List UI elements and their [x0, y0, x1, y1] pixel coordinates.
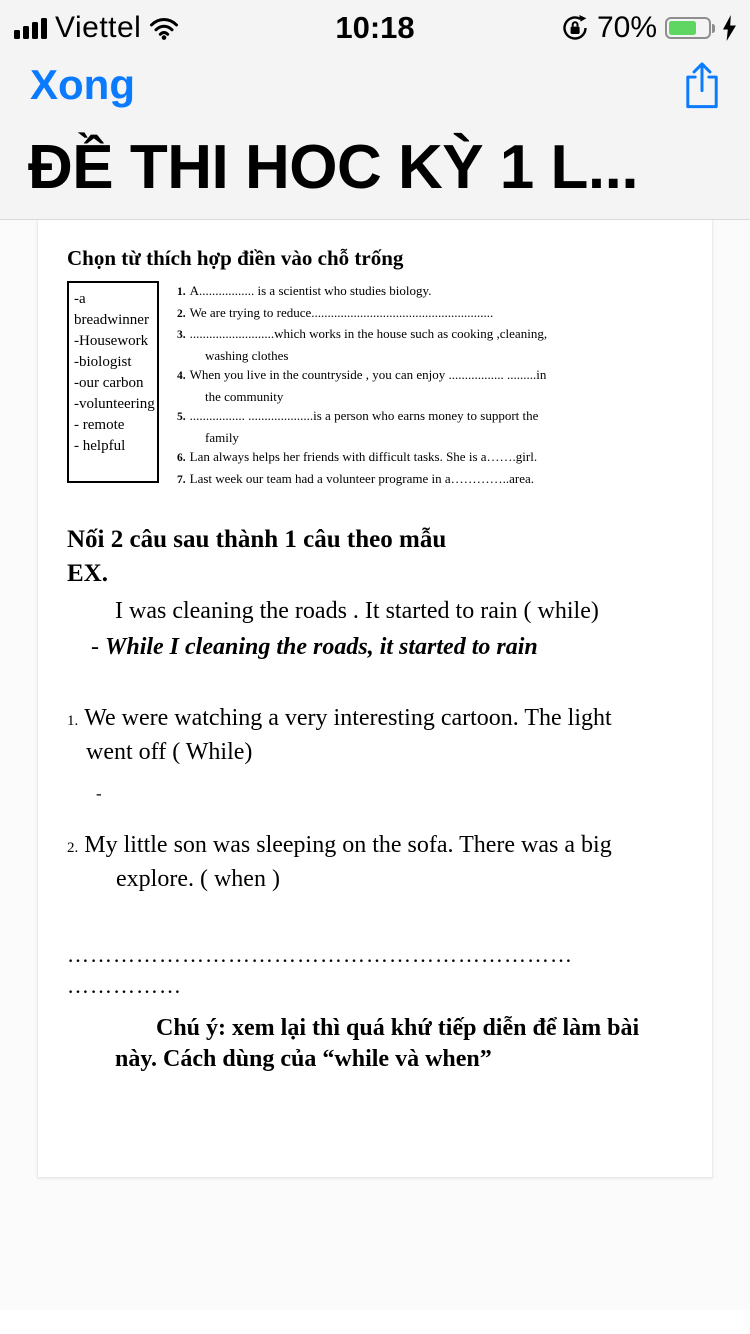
fill-section	[67, 281, 682, 490]
question-item: 6. Lan always helps her friends with difficult tasks. She is a…….girl.	[177, 449, 538, 465]
clock: 10:18	[335, 10, 415, 45]
example-label: EX.	[67, 560, 108, 588]
cellular-signal-icon	[14, 17, 47, 39]
header-chrome	[0, 0, 750, 220]
document-title: ĐỀ THI HOC KỲ 1 L...	[28, 133, 639, 202]
question-item: 5. ................. ....................is a person who earns money to support the family	[177, 408, 539, 445]
word-bank-item: - remote	[74, 417, 125, 434]
question-item: 1. A................. is a scientist who studies biology.	[177, 283, 432, 299]
charging-bolt-icon	[723, 15, 736, 41]
document-page	[37, 220, 713, 1178]
answer-dash: -	[96, 784, 102, 804]
question-item: 4. When you live in the countryside , you can enjoy ................. .........in the community	[177, 367, 547, 404]
done-button[interactable]: Xong	[30, 61, 135, 108]
word-bank-item: - helpful	[74, 438, 126, 455]
word-bank-box	[67, 281, 159, 483]
status-bar	[0, 0, 750, 44]
word-bank-item: -volunteering	[74, 396, 155, 413]
word-bank-item: -Housework	[74, 333, 149, 350]
battery-fill	[669, 21, 696, 35]
rotation-lock-icon	[561, 14, 589, 42]
nav-bar	[0, 44, 750, 110]
fill-section-heading: Chọn từ thích hợp điền vào chỗ trống	[67, 246, 404, 271]
status-left	[14, 11, 335, 45]
battery-icon	[665, 17, 715, 39]
example-answer: - While I cleaning the roads, it started to rain	[91, 634, 538, 661]
example-sentence: I was cleaning the roads . It started to rain ( while)	[115, 598, 599, 625]
word-bank-item: -our carbon	[74, 375, 144, 392]
word-bank-item: -a breadwinner	[74, 291, 149, 329]
question-item: 7. Last week our team had a volunteer programe in a…………..area.	[177, 470, 534, 486]
answer-dots-line: ………………………………………………………… ……………	[67, 942, 573, 999]
note-text: Chú ý: xem lại thì quá khứ tiếp diễn để làm bài này. Cách dùng của “while và when”	[115, 1015, 640, 1073]
status-right	[415, 11, 736, 45]
document-scroll-area[interactable]	[0, 220, 750, 1310]
carrier-label: Viettel	[55, 11, 142, 44]
wifi-icon	[149, 17, 179, 40]
fill-questions-list	[177, 281, 667, 490]
question-item: 3. ..........................which works in the house such as cooking ,cleaning, washing clothes	[177, 326, 548, 363]
share-button[interactable]	[682, 60, 722, 110]
question-item: 2. We are trying to reduce........................................................	[177, 304, 494, 320]
exercise-item: 1. We were watching a very interesting cartoon. The light went off ( While)	[67, 705, 612, 766]
join-section-heading: Nối 2 câu sau thành 1 câu theo mẫu	[67, 526, 447, 554]
battery-percent: 70%	[596, 11, 657, 44]
word-bank-item: -biologist	[74, 354, 132, 371]
exercise-item: 2. My little son was sleeping on the sofa. There was a big explore. ( when )	[67, 832, 612, 893]
share-icon	[682, 60, 722, 110]
